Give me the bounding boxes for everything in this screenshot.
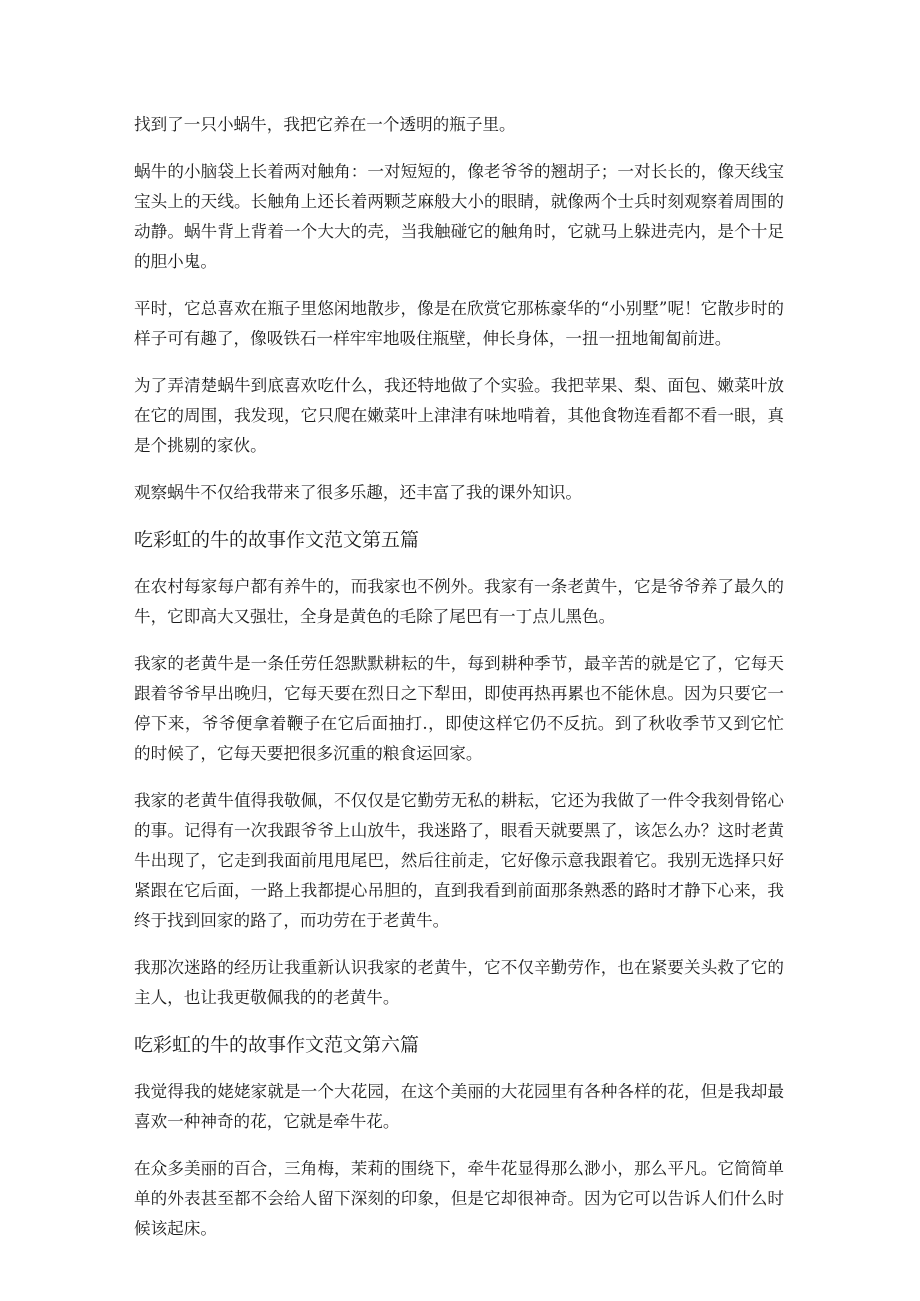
paragraph: 在农村每家每户都有养牛的，而我家也不例外。我家有一条老黄牛，它是爷爷养了最久的牛，它即高大又强壮，全身是黄色的毛除了尾巴有一丁点儿黑色。 — [134, 577, 784, 626]
paragraph: 观察蜗牛不仅给我带来了很多乐趣，还丰富了我的课外知识。 — [134, 483, 583, 502]
paragraph: 找到了一只小蜗牛，我把它养在一个透明的瓶子里。 — [134, 115, 516, 134]
paragraph: 在众多美丽的百合，三角梅，茉莉的围绕下，牵牛花显得那么渺小，那么平凡。它简简单单的外表甚至都不会给人留下深刻的印象，但是它却很神奇。因为它可以告诉人们什么时候该起床。 — [134, 1159, 784, 1238]
paragraph: 为了弄清楚蜗牛到底喜欢吃什么，我还特地做了个实验。我把苹果、梨、面包、嫩菜叶放在它的周围，我发现，它只爬在嫩菜叶上津津有味地啃着，其他食物连看都不看一眼，真是个挑剔的家伙。 — [134, 376, 784, 455]
paragraph: 我家的老黄牛值得我敬佩，不仅仅是它勤劳无私的耕耘，它还为我做了一件令我刻骨铭心的事。记得有一次我跟爷爷上山放牛，我迷路了，眼看天就要黑了，该怎么办？这时老黄牛出现了，它走到我面前甩甩尾巴，然后往前走，它好像示意我跟着它。我别无选择只好紧跟在它后面，一路上我都提心吊胆的，直到我看到前面那条熟悉的路时才静下心来，我终于找到回家的路了，而功劳在于老黄牛。 — [134, 791, 784, 930]
paragraph: 平时，它总喜欢在瓶子里悠闲地散步，像是在欣赏它那栋豪华的“小别墅”呢！它散步时的样子可有趣了，像吸铁石一样牢牢地吸住瓶壁，伸长身体，一扭一扭地匍匐前进。 — [134, 299, 784, 348]
section-title: 吃彩虹的牛的故事作文范文第六篇 — [134, 1034, 420, 1056]
paragraph: 我家的老黄牛是一条任劳任怨默默耕耘的牛，每到耕种季节，最辛苦的就是它了，它每天跟着爷爷早出晚归，它每天要在烈日之下犁田，即使再热再累也不能休息。因为只要它一停下来，爷爷便拿着鞭子在它后面抽打.，即使这样它仍不反抗。到了秋收季节又到它忙的时候了，它每天要把很多沉重的粮食运回家。 — [134, 654, 784, 763]
document-page — [134, 110, 784, 1261]
paragraph: 我那次迷路的经历让我重新认识我家的老黄牛，它不仅辛勤劳作，也在紧要关头救了它的主人，也让我更敬佩我的的老黄牛。 — [134, 958, 784, 1007]
paragraph: 我觉得我的姥姥家就是一个大花园，在这个美丽的大花园里有各种各样的花，但是我却最喜欢一种神奇的花，它就是牵牛花。 — [134, 1082, 784, 1131]
paragraph: 蜗牛的小脑袋上长着两对触角：一对短短的，像老爷爷的翘胡子；一对长长的，像天线宝宝头上的天线。长触角上还长着两颗芝麻般大小的眼睛，就像两个士兵时刻观察着周围的动静。蜗牛背上背着一个大大的壳，当我触碰它的触角时，它就马上躲进壳内，是个十足的胆小鬼。 — [134, 162, 784, 271]
section-title: 吃彩虹的牛的故事作文范文第五篇 — [134, 529, 420, 551]
